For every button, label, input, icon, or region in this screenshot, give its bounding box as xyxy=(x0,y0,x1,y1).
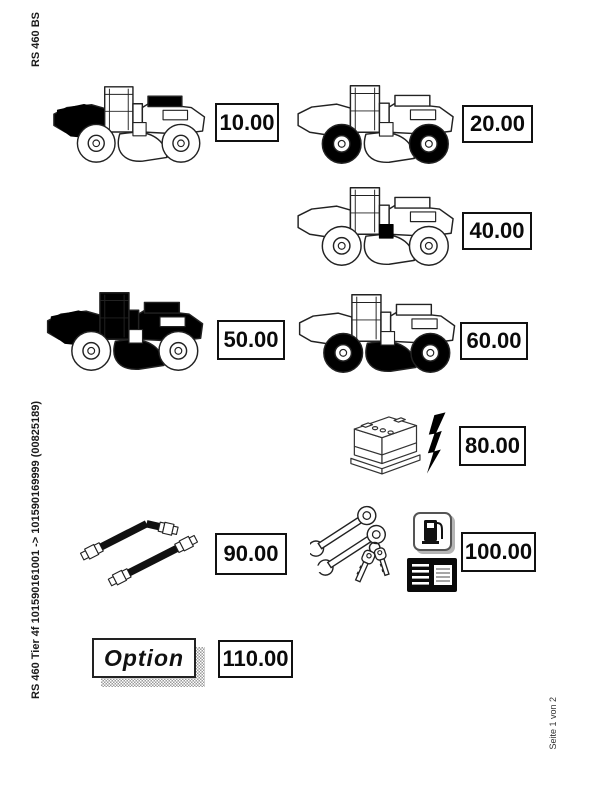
group-label-10: 10.00 xyxy=(219,109,275,135)
machine-frame-body-highlighted-icon[interactable] xyxy=(42,285,214,377)
group-label-90: 90.00 xyxy=(223,541,279,566)
group-box-60[interactable] xyxy=(460,322,528,360)
group-label-40: 40.00 xyxy=(469,218,525,243)
group-box-10[interactable] xyxy=(215,103,279,142)
machine-data-plate-icon xyxy=(407,558,457,592)
machine-engine-highlighted-icon[interactable] xyxy=(52,78,212,170)
group-box-110[interactable] xyxy=(218,640,293,678)
option-sign-label: Option xyxy=(103,644,185,671)
group-label-50: 50.00 xyxy=(223,327,279,352)
group-box-50[interactable] xyxy=(217,320,285,360)
machine-hydraulics-highlighted-icon[interactable] xyxy=(296,180,461,272)
machine-tires-highlighted-icon[interactable] xyxy=(296,78,461,170)
group-box-80[interactable] xyxy=(459,426,526,466)
group-box-100[interactable] xyxy=(461,532,536,572)
group-label-100: 100.00 xyxy=(464,539,533,564)
group-box-20[interactable] xyxy=(462,105,533,143)
group-label-110: 110.00 xyxy=(222,646,289,671)
group-label-80: 80.00 xyxy=(464,433,521,458)
group-label-20: 20.00 xyxy=(469,111,526,136)
group-label-60: 60.00 xyxy=(466,328,522,353)
option-sign[interactable] xyxy=(92,638,196,678)
group-box-40[interactable] xyxy=(462,212,532,250)
machine-model-label: RS 460 BS xyxy=(30,12,42,68)
lightning-bolt-icon xyxy=(426,412,452,474)
serial-range-label: RS 460 Tier 4f 101590161001 -> 101590169999 (00825189) xyxy=(30,401,42,699)
fuel-decal-icon xyxy=(413,512,452,551)
wrenches-and-keys-icon[interactable] xyxy=(310,505,410,595)
machine-rotor-tires-highlighted-icon[interactable] xyxy=(296,287,464,379)
hydraulic-hoses-icon[interactable] xyxy=(72,503,212,591)
group-box-90[interactable] xyxy=(215,533,287,575)
battery-icon[interactable] xyxy=(344,408,426,482)
page-number-label: Seite 1 von 2 xyxy=(548,697,558,750)
